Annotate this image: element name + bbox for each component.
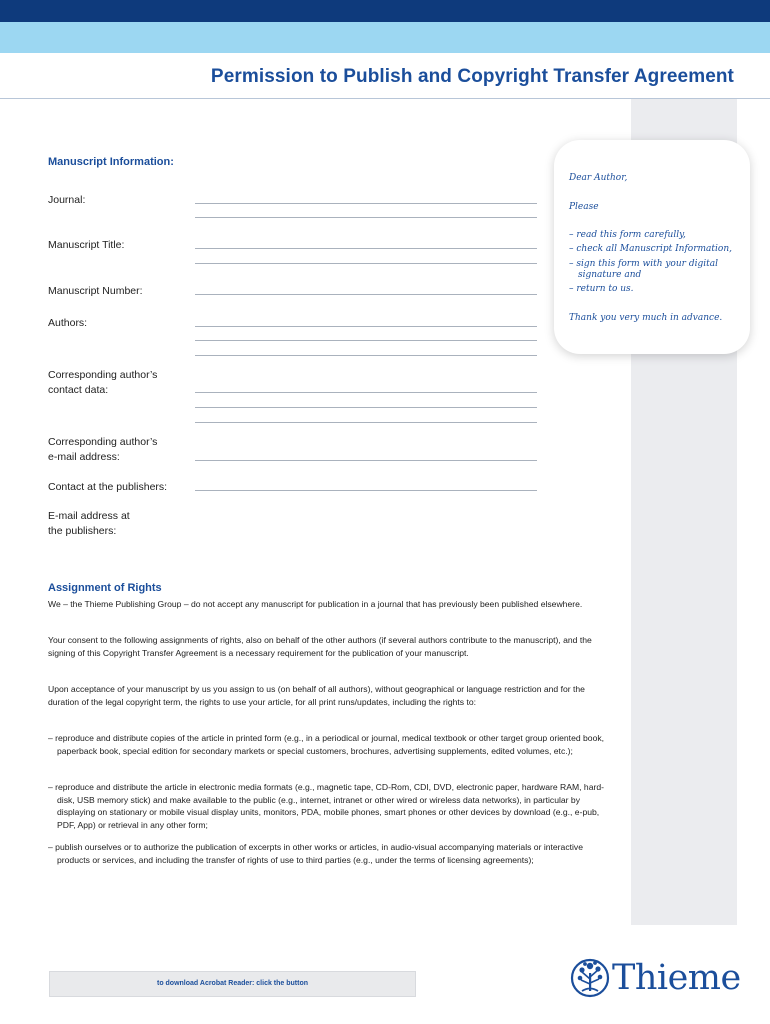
manuscript-number-label: Manuscript Number: (48, 285, 143, 297)
rights-paragraph: We – the Thieme Publishing Group – do not accept any manuscript for publication in a journal that has previously been published elsewhere. (48, 599, 583, 609)
contact-data-field[interactable] (195, 422, 537, 423)
publisher-contact-field[interactable] (195, 490, 537, 491)
rights-paragraph: Upon acceptance of your manuscript by us you assign to us (on behalf of all authors), without geographical or language restriction and for the duration of the legal copyright term, the rights to use your article, for all print runs/updates, including the rights to: (48, 684, 585, 707)
rights-bullet: – reproduce and distribute the article in electronic media formats (e.g., magnetic tape, CD-Rom, CDI, DVD, electronic paper, hardware RAM, hard-disk, USB memory stick) and make available to the public (e.g., internet, intranet or other wired or wireless data networks), in particular by displaying on stationary or mobile visual display units, monitors, PDA, mobile phones, smart phones or other devices by download (e.g., e-pub, PDF, App) or retrieval in any other form; (48, 782, 604, 830)
label-line: Corresponding author’s (48, 436, 158, 448)
rights-bullet: – publish ourselves or to authorize the publication of excerpts in other works or articles, in audio-visual accompanying materials or interactive products or services, and including the transfer of rights of use to third parties (e.g., under the terms of licensing agreements); (48, 842, 583, 865)
manuscript-title-label: Manuscript Title: (48, 239, 125, 251)
authors-label: Authors: (48, 317, 88, 329)
manuscript-number-field[interactable] (195, 294, 537, 295)
rights-bullet: – reproduce and distribute copies of the article in printed form (e.g., in a periodical or journal, medical textbook or other target group oriented book, paperback book, special edition for secondary markets or special customers, brochures, advertising supplements, edited volumes, etc.); (48, 733, 605, 756)
rights-heading: Assignment of Rights (48, 582, 162, 594)
note-item: – read this form carefully, (569, 230, 686, 240)
author-email-field[interactable] (195, 460, 537, 461)
author-email-label (48, 435, 157, 465)
authors-field[interactable] (195, 355, 537, 356)
note-please: Please (569, 202, 599, 212)
authors-field[interactable] (195, 340, 537, 341)
instruction-note (554, 140, 750, 354)
rights-paragraph: Your consent to the following assignments of rights, also on behalf of the other authors (if several authors contribute to the manuscript), and the signing of this Copyright Transfer Agreement is a necessary requirement for the publication of your manuscript. (48, 635, 592, 658)
journal-field[interactable] (195, 217, 537, 218)
note-item: – sign this form with your digital (569, 259, 718, 269)
manuscript-title-field[interactable] (195, 248, 537, 249)
publisher-contact-label: Contact at the publishers: (48, 481, 168, 493)
label-line: Corresponding author’s (48, 369, 158, 381)
top-band-dark (0, 0, 770, 22)
label-line: the publishers: (48, 525, 117, 537)
label-line: e-mail address: (48, 451, 120, 463)
label-line: contact data: (48, 384, 109, 396)
top-band-light (0, 22, 770, 53)
journal-label: Journal: (48, 194, 86, 206)
note-item: signature and (578, 270, 642, 280)
contact-data-label (48, 368, 157, 398)
page-title: Permission to Publish and Copyright Transfer Agreement (210, 66, 734, 87)
thieme-logo-text: Thieme (612, 958, 741, 998)
note-thanks: Thank you very much in advance. (569, 313, 723, 323)
journal-field[interactable] (195, 203, 537, 204)
label-line: E-mail address at (48, 510, 130, 522)
note-item: – return to us. (569, 284, 634, 294)
manuscript-heading: Manuscript Information: (48, 156, 174, 168)
publisher-email-label (48, 509, 130, 539)
contact-data-field[interactable] (195, 407, 537, 408)
manuscript-title-field[interactable] (195, 263, 537, 264)
note-greeting: Dear Author, (569, 173, 628, 183)
authors-field[interactable] (195, 326, 537, 327)
download-acrobat-button[interactable]: to download Acrobat Reader: click the button (49, 971, 416, 997)
contact-data-field[interactable] (195, 392, 537, 393)
note-item: – check all Manuscript Information, (569, 244, 732, 254)
